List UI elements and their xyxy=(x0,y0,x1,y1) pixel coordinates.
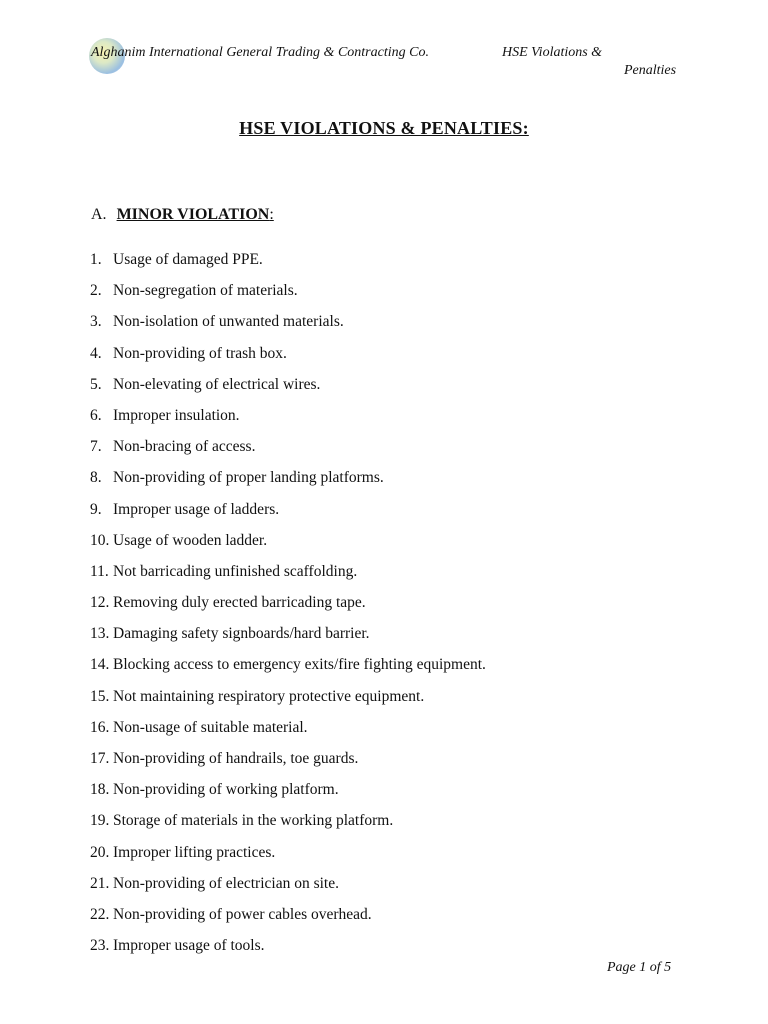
page-title: HSE VIOLATIONS & PENALTIES: xyxy=(239,118,529,138)
section-letter: A. xyxy=(91,206,107,223)
page-header xyxy=(0,0,768,90)
page-number: Page 1 of 5 xyxy=(607,960,672,975)
list-item: 12. Removing duly erected barricading tape. xyxy=(90,594,366,612)
list-item: 21. Non-providing of electrician on site. xyxy=(90,874,339,892)
list-item: 18. Non-providing of working platform. xyxy=(90,781,339,799)
list-item: 22. Non-providing of power cables overhead. xyxy=(90,905,372,923)
list-item: 5. Non-elevating of electrical wires. xyxy=(90,375,321,393)
list-item: 14. Blocking access to emergency exits/fire fighting equipment. xyxy=(90,656,486,674)
section-title: MINOR VIOLATION xyxy=(116,206,270,223)
list-item: 2. Non-segregation of materials. xyxy=(90,282,298,300)
list-item: 23. Improper usage of tools. xyxy=(90,937,265,955)
document-title-line2: Penalties xyxy=(624,63,677,78)
list-item: 20. Improper lifting practices. xyxy=(90,843,276,861)
list-item: 6. Improper insulation. xyxy=(90,406,240,424)
document-title-line1: HSE Violations & xyxy=(502,45,603,60)
list-item: 1. Usage of damaged PPE. xyxy=(90,251,263,268)
list-item: 8. Non-providing of proper landing platforms. xyxy=(90,469,384,487)
list-item: 16. Non-usage of suitable material. xyxy=(90,718,308,736)
list-item: 13. Damaging safety signboards/hard barrier. xyxy=(90,625,370,643)
list-item: 9. Improper usage of ladders. xyxy=(90,500,280,518)
list-item: 7. Non-bracing of access. xyxy=(90,438,256,456)
company-name: Alghanim International General Trading & Contracting Co. xyxy=(91,45,429,60)
list-item: 17. Non-providing of handrails, toe guards. xyxy=(90,750,359,767)
section-colon: : xyxy=(269,206,274,223)
section-heading xyxy=(91,206,274,224)
list-item: 3. Non-isolation of unwanted materials. xyxy=(90,313,344,331)
list-item: 15. Not maintaining respiratory protective equipment. xyxy=(90,687,425,705)
list-item: 10. Usage of wooden ladder. xyxy=(90,531,268,549)
list-item: 11. Not barricading unfinished scaffolding. xyxy=(90,562,358,580)
violations-list xyxy=(90,250,486,967)
list-item: 4. Non-providing of trash box. xyxy=(90,344,287,362)
list-item: 19. Storage of materials in the working platform. xyxy=(90,812,394,830)
